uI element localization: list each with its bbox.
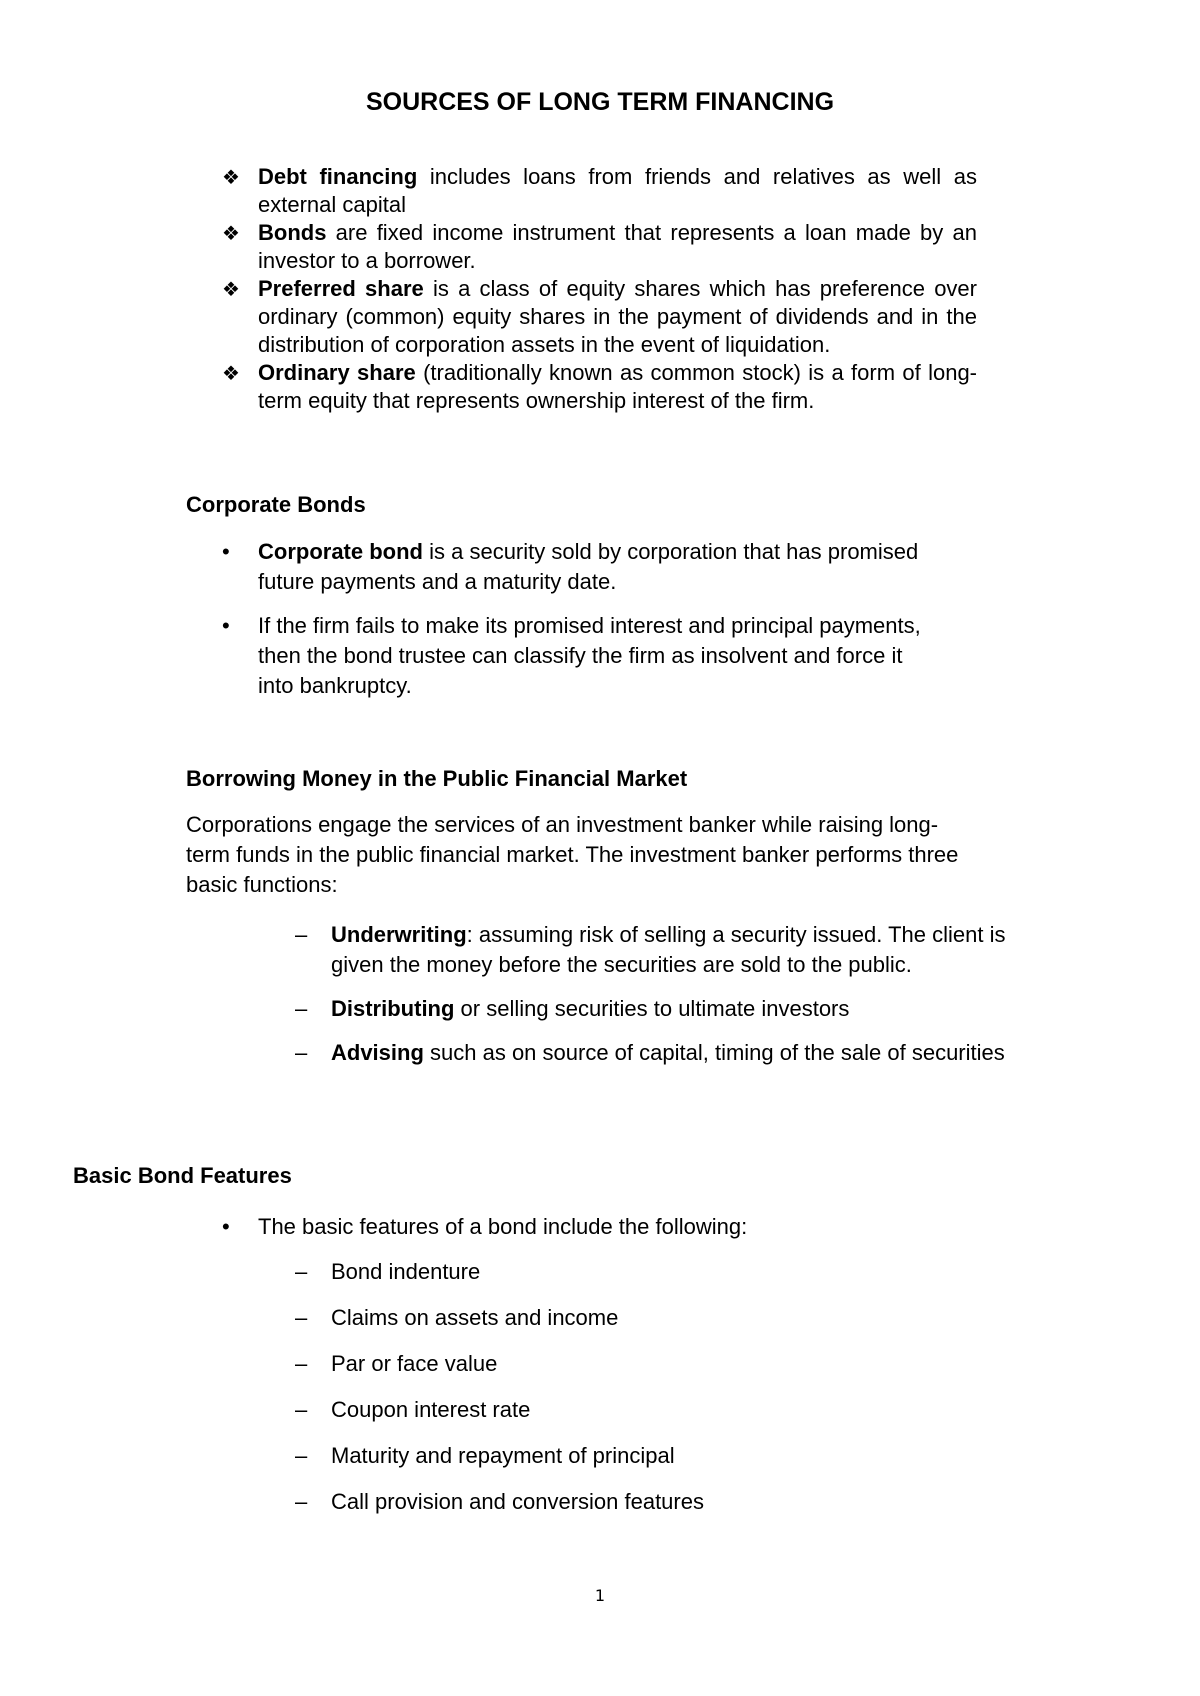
definition: is a class of equity shares which has preference over ordinary (common) equity shares in the payment of dividends and in the distribution of corporation assets in the event of liquidation. bbox=[258, 276, 977, 357]
term: Bonds bbox=[258, 220, 327, 245]
bond-features-lead bbox=[222, 1212, 1022, 1242]
corporate-bonds-list bbox=[222, 537, 942, 701]
term: Ordinary share bbox=[258, 360, 416, 385]
bullet-icon: • bbox=[222, 539, 230, 564]
dash-bullet-icon: – bbox=[295, 1351, 308, 1376]
lead-text: The basic features of a bond include the following: bbox=[258, 1214, 748, 1239]
dash-bullet-icon: – bbox=[295, 1443, 308, 1468]
dash-bullet-icon: – bbox=[295, 1397, 308, 1422]
list-item bbox=[222, 163, 977, 219]
list-item bbox=[222, 275, 977, 359]
definition: are fixed income instrument that represents a loan made by an investor to a borrower. bbox=[258, 220, 977, 273]
list-item bbox=[222, 1212, 1022, 1242]
list-item: – Coupon interest rate bbox=[295, 1395, 995, 1425]
section-heading-corporate-bonds: Corporate Bonds bbox=[186, 492, 366, 517]
dash-bullet-icon: – bbox=[295, 1489, 308, 1514]
list-item: – Bond indenture bbox=[295, 1257, 995, 1287]
definition: (traditionally known as common stock) is a form of long-term equity that represents ownership interest of the firm. bbox=[258, 360, 978, 413]
dash-bullet-icon: – bbox=[295, 1305, 308, 1330]
term: Preferred share bbox=[258, 276, 424, 301]
diamond-bullet-icon: ❖ bbox=[222, 277, 240, 301]
definition: is a security sold by corporation that has promised future payments and a maturity date. bbox=[258, 539, 919, 594]
bond-features-list bbox=[295, 1257, 995, 1517]
section-heading-bond-features: Basic Bond Features bbox=[73, 1163, 292, 1188]
bullet-icon: • bbox=[222, 613, 230, 638]
dash-bullet-icon: – bbox=[295, 1259, 308, 1284]
section-heading-borrowing: Borrowing Money in the Public Financial Market bbox=[186, 766, 688, 791]
definition: If the firm fails to make its promised interest and principal payments, then the bond trustee can classify the firm as insolvent and force it into bankruptcy. bbox=[258, 613, 921, 698]
term: Underwriting bbox=[331, 922, 467, 947]
intro-list bbox=[222, 163, 977, 415]
list-item bbox=[222, 219, 977, 275]
term: Debt financing bbox=[258, 164, 418, 189]
list-item bbox=[295, 994, 1095, 1024]
list-item: – Maturity and repayment of principal bbox=[295, 1441, 995, 1471]
list-item bbox=[295, 920, 1011, 980]
definition: includes loans from friends and relatives as well as external capital bbox=[258, 164, 977, 217]
list-item: – Claims on assets and income bbox=[295, 1303, 995, 1333]
page-number: 1 bbox=[594, 1586, 606, 1605]
definition: : assuming risk of selling a security issued. The client is given the money before the securities are sold to the public. bbox=[331, 922, 1006, 977]
page-title: SOURCES OF LONG TERM FINANCING bbox=[365, 88, 835, 116]
list-item: – Par or face value bbox=[295, 1349, 995, 1379]
list-item bbox=[295, 1038, 1095, 1068]
dash-bullet-icon: – bbox=[295, 922, 308, 947]
term: Distributing bbox=[331, 996, 455, 1021]
list-item: – Call provision and conversion features bbox=[295, 1487, 995, 1517]
term: Corporate bond bbox=[258, 539, 423, 564]
dash-bullet-icon: – bbox=[295, 996, 308, 1021]
term: Advising bbox=[331, 1040, 424, 1065]
diamond-bullet-icon: ❖ bbox=[222, 165, 240, 189]
diamond-bullet-icon: ❖ bbox=[222, 361, 240, 385]
list-item bbox=[222, 537, 942, 597]
list-item bbox=[222, 359, 977, 415]
diamond-bullet-icon: ❖ bbox=[222, 221, 240, 245]
definition: such as on source of capital, timing of the sale of securities bbox=[423, 1040, 1005, 1065]
investment-banker-functions bbox=[295, 920, 1095, 1068]
bullet-icon: • bbox=[222, 1214, 230, 1239]
dash-bullet-icon: – bbox=[295, 1040, 308, 1065]
definition: or selling securities to ultimate investors bbox=[454, 996, 850, 1021]
list-item bbox=[222, 611, 942, 701]
borrowing-paragraph: Corporations engage the services of an investment banker while raising long-term funds in the public financial market. The investment banker performs three basic functions: bbox=[186, 812, 959, 897]
